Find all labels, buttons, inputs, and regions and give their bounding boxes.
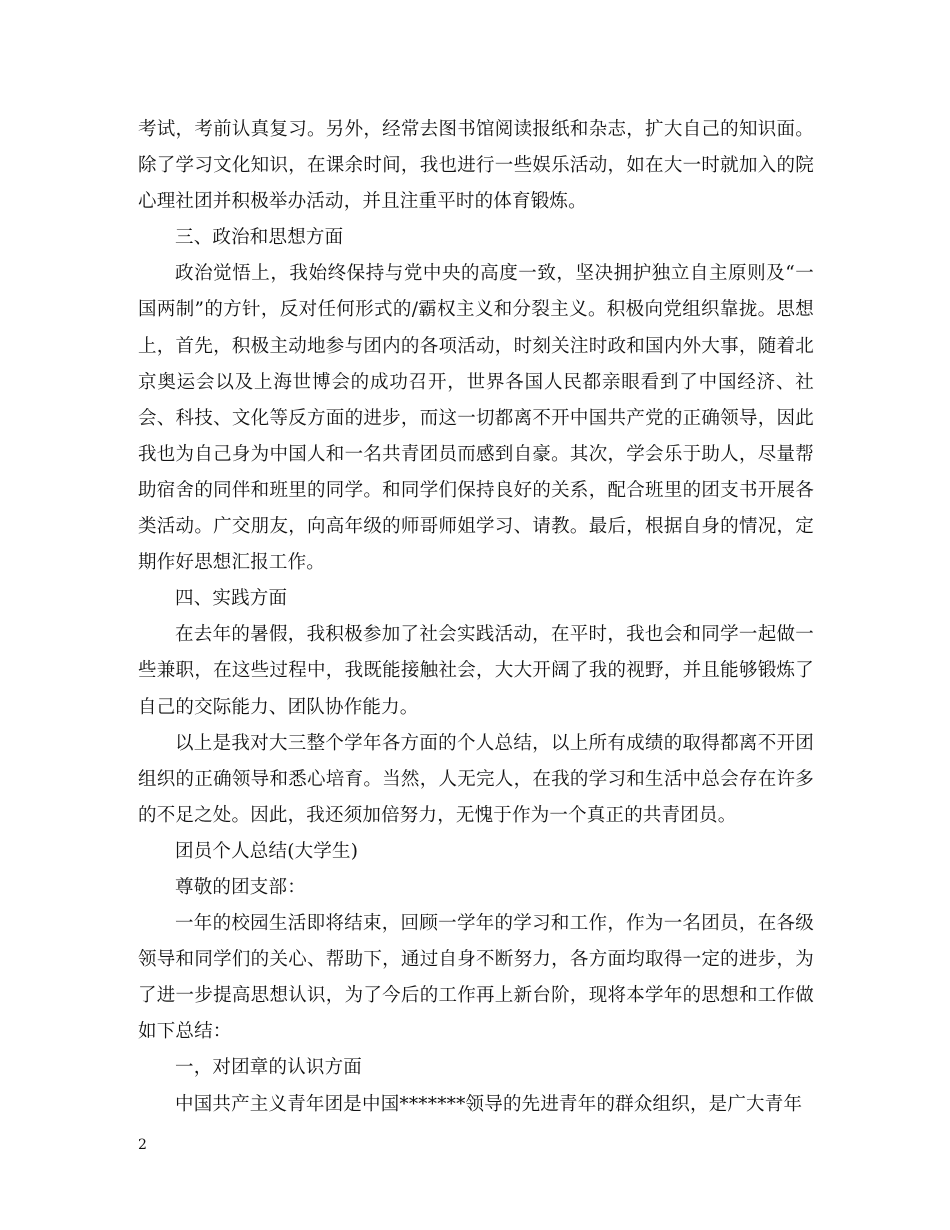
paragraph-practice: 在去年的暑假，我积极参加了社会实践活动，在平时，我也会和同学一起做一些兼职，在这些过程中，我既能接触社会，大大开阔了我的视野，并且能够锻炼了自己的交际能力、团队协作能力。	[138, 624, 814, 718]
paragraph-continuation: 考试，考前认真复习。另外，经常去图书馆阅读报纸和杂志，扩大自己的知识面。除了学习文化知识，在课余时间，我也进行一些娱乐活动，如在大一时就加入的院心理社团并积极举办活动，并且注重平时的体育锻炼。	[138, 119, 814, 213]
document-subtitle: 团员个人总结(大学生)	[175, 840, 359, 862]
page-number: 2	[138, 1137, 147, 1153]
paragraph-conclusion: 以上是我对大三整个学年各方面的个人总结，以上所有成绩的取得都离不开团组织的正确领导和悉心培育。当然，人无完人，在我的学习和生活中总会存在许多的不足之处。因此，我还须加倍努力，无愧于作为一个真正的共青团员。	[138, 732, 814, 826]
section-heading-practice: 四、实践方面	[175, 588, 288, 610]
document-body	[138, 112, 814, 1123]
paragraph-introduction: 一年的校园生活即将结束，回顾一学年的学习和工作，作为一名团员，在各级领导和同学们的关心、帮助下，通过自身不断努力，各方面均取得一定的进步，为了进一步提高思想认识，为了今后的工作再上新台阶，现将本学年的思想和工作做如下总结：	[138, 913, 814, 1043]
section-heading-politics: 三、政治和思想方面	[175, 227, 344, 249]
paragraph-charter: 中国共产主义青年团是中国*******领导的先进青年的群众组织，是广大青年	[175, 1093, 803, 1115]
salutation: 尊敬的团支部：	[175, 876, 306, 898]
paragraph-politics: 政治觉悟上，我始终保持与党中央的高度一致，坚决拥护独立自主原则及“一国两制”的方针，反对任何形式的/霸权主义和分裂主义。积极向党组织靠拢。思想上，首先，积极主动地参与团内的各项活动，时刻关注时政和国内外大事，随着北京奥运会以及上海世博会的成功召开，世界各国人民都亲眼看到了中国经济、社会、科技、文化等反方面的进步，而这一切都离不开中国共产党的正确领导，因此我也为自己身为中国人和一名共青团员而感到自豪。其次，学会乐于助人，尽量帮助宿舍的同伴和班里的同学。和同学们保持良好的关系，配合班里的团支书开展各类活动。广交朋友，向高年级的师哥师姐学习、请教。最后，根据自身的情况，定期作好思想汇报工作。	[138, 263, 814, 574]
section-heading-charter: 一，对团章的认识方面	[175, 1057, 363, 1079]
